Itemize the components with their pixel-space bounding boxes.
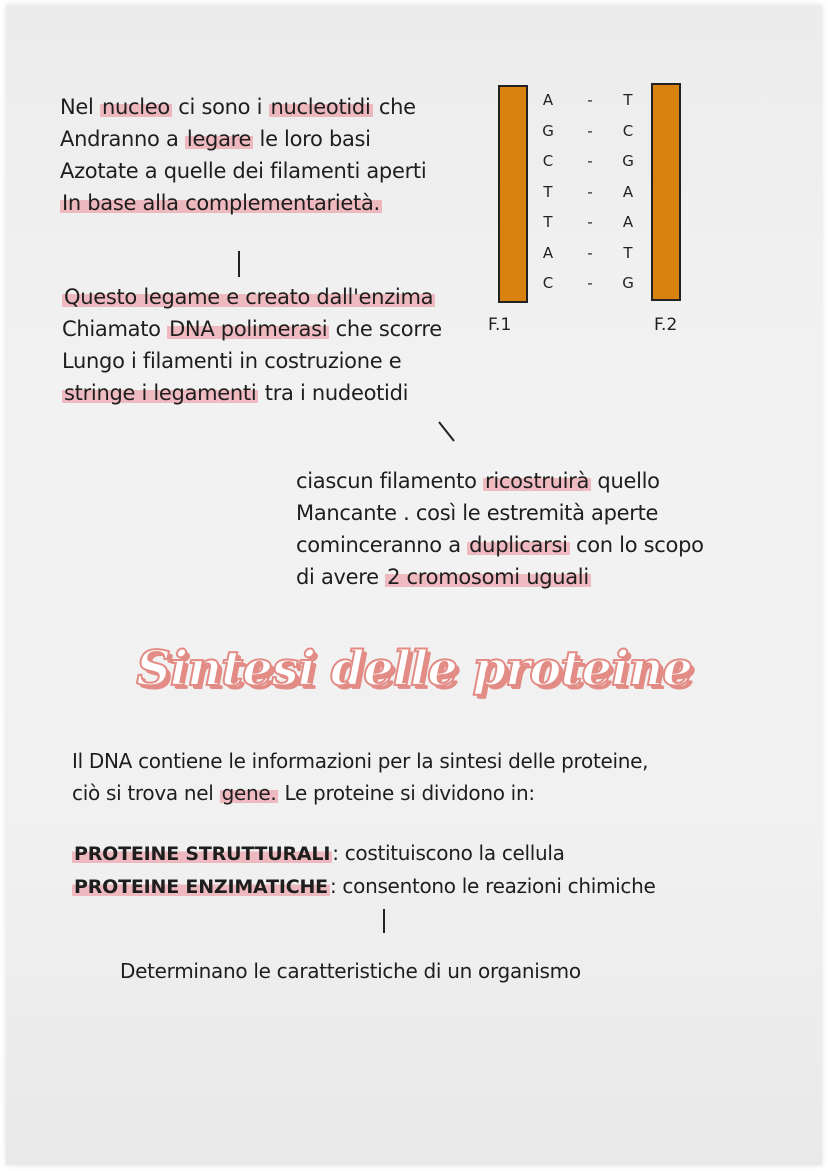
strand-2-base: T [623, 243, 633, 262]
proteins-line-1: Il DNA contiene le informazioni per la sintesi delle proteine, [72, 749, 649, 773]
rebuild-line-3: cominceranno a duplicarsi con lo scopo [296, 533, 704, 557]
rebuild-line-4: di avere 2 cromosomi uguali [296, 565, 589, 589]
structural-proteins: PROTEINE STRUTTURALI : costituiscono la cellula [74, 841, 565, 865]
intro-line-3: Azotate a quelle dei filamenti aperti [60, 159, 427, 183]
highlight-gene: gene. [221, 781, 277, 805]
base-bond: - [587, 213, 593, 231]
arrow-line-2 [383, 909, 385, 933]
highlight-cromosomi: 2 cromosomi uguali [387, 565, 589, 589]
strand-2-base: T [623, 91, 633, 109]
strand-1-base: A [542, 91, 554, 109]
intro-line-2: Andranno a legare le loro basi [60, 127, 371, 151]
highlight-complementarieta: In base alla complementarietà. [62, 191, 380, 215]
highlight-nucleo: nucleo [101, 95, 170, 119]
conclusion: Determinano le caratteristiche di un organismo [120, 959, 581, 983]
protein-types [72, 837, 655, 903]
strand-2-base: C [622, 121, 634, 140]
highlight-duplicarsi: duplicarsi [469, 533, 568, 557]
base-bond: - [587, 243, 593, 262]
rebuild-paragraph [296, 465, 704, 593]
strand-2-base: G [622, 274, 634, 292]
structural-label: PROTEINE STRUTTURALI [74, 843, 331, 865]
enzyme-paragraph [62, 281, 442, 409]
enzyme-line-4: stringe i legamenti tra i nudeotidi [64, 381, 409, 405]
notebook-page [6, 5, 822, 1165]
strand-1-label: F.1 [488, 315, 512, 335]
dna-strand-2 [651, 83, 681, 301]
highlight-legame: Questo legame e creato dall'enzima [64, 285, 434, 309]
strand-1-base: G [542, 121, 554, 140]
enzyme-line-3: Lungo i filamenti in costruzione e [62, 349, 402, 373]
strand-1-base: A [542, 243, 554, 262]
arrow-line-1 [238, 251, 240, 277]
base-bond: - [587, 182, 593, 201]
strand-2-base: A [622, 213, 634, 231]
enzyme-line-2: Chiamato DNA polimerasi che scorre [62, 317, 442, 341]
highlight-dna-polimerasi: DNA polimerasi [169, 317, 328, 341]
strand-1-base: C [542, 274, 554, 292]
intro-paragraph [60, 91, 426, 219]
intro-line-1: Nel nucleo ci sono i nucleotidi che [60, 95, 416, 119]
highlight-stringe: stringe i legamenti [64, 381, 257, 405]
rebuild-line-2: Mancante . così le estremità aperte [296, 501, 659, 525]
strand-2-label: F.2 [654, 315, 678, 335]
arrow-diagonal [436, 419, 460, 445]
base-bond: - [587, 121, 593, 140]
highlight-legare: legare [186, 127, 252, 151]
strand-2-base: A [622, 182, 634, 201]
proteins-line-2: ciò si trova nel gene. Le proteine si dividono in: [72, 781, 535, 805]
rebuild-line-1: ciascun filamento ricostruirà quello [296, 469, 660, 493]
dna-strand-1 [498, 85, 528, 303]
highlight-ricostruira: ricostruirà [485, 469, 590, 493]
highlight-nucleotidi: nucleotidi [270, 95, 371, 119]
base-bond: - [587, 152, 593, 170]
enzymatic-proteins: PROTEINE ENZIMATICHE : consentono le reazioni chimiche [74, 874, 656, 898]
strand-2-base: G [622, 152, 634, 170]
strand-1-base: C [542, 152, 554, 170]
base-bond: - [587, 91, 593, 109]
strand-1-base: T [543, 213, 553, 231]
strand-1-base: T [543, 182, 553, 201]
base-bond: - [587, 274, 593, 292]
enzymatic-label: PROTEINE ENZIMATICHE [74, 876, 328, 898]
intro-line-4 [60, 187, 426, 219]
enzyme-line-1 [62, 281, 442, 313]
section-title: Sintesi delle proteine [136, 641, 692, 697]
proteins-paragraph [72, 745, 648, 809]
